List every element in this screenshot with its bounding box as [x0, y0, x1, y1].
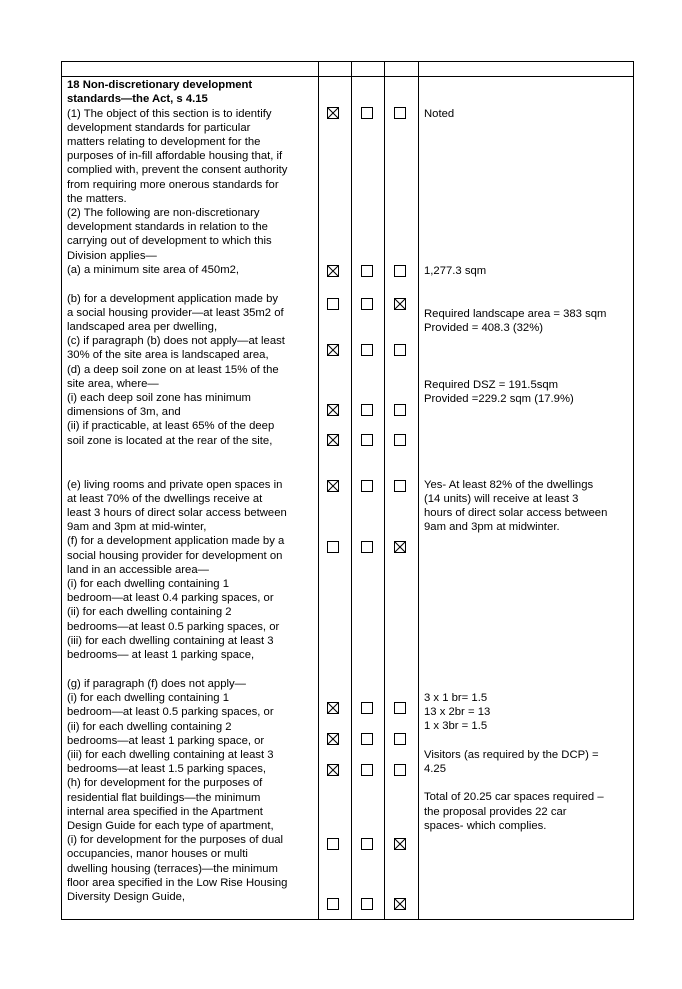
checkbox-na[interactable]	[394, 107, 406, 119]
clause-text-line: (ii) if practicable, at least 65% of the deep	[67, 420, 275, 433]
cross-mark-icon	[328, 481, 338, 491]
assessment-comment-line: 3 x 1 br= 1.5	[424, 692, 488, 704]
clause-text-line: (iii) for each dwelling containing at least 3	[67, 634, 274, 647]
assessment-comment-line: (14 units) will receive at least 3	[424, 492, 579, 505]
checkbox-no[interactable]	[361, 344, 373, 356]
checkbox-na[interactable]	[394, 265, 406, 277]
checkbox-na[interactable]	[394, 404, 406, 416]
checkbox-na[interactable]	[394, 344, 406, 356]
clause-text-line: dwelling housing (terraces)—the minimum	[67, 862, 278, 875]
assessment-comment-line: 1 x 3br = 1.5	[424, 720, 488, 733]
clause-text-line: Design Guide for each type of apartment,	[67, 820, 274, 832]
clause-text-line: development standards in relation to the	[67, 221, 268, 234]
checkbox-no[interactable]	[361, 702, 373, 714]
clause-text-line: (2) The following are non-discretionary	[67, 206, 260, 219]
clause-text-line: development standards for particular	[67, 121, 251, 134]
checkbox-yes[interactable]	[327, 344, 339, 356]
assessment-comment-line: Provided = 408.3 (32%)	[424, 321, 544, 334]
checkbox-no[interactable]	[361, 404, 373, 416]
checkbox-na[interactable]	[394, 838, 406, 850]
checkbox-yes[interactable]	[327, 838, 339, 850]
checkbox-yes[interactable]	[327, 702, 339, 714]
assessment-comment-line: 13 x 2br = 13	[424, 706, 491, 719]
clause-text-line: social housing provider for development on	[67, 549, 283, 562]
section-heading: standards—the Act, s 4.15	[67, 93, 208, 106]
assessment-comment-line: the proposal provides 22 car	[424, 805, 567, 818]
clause-text-line: complied with, prevent the consent authority	[67, 164, 288, 177]
checkbox-yes[interactable]	[327, 764, 339, 776]
cross-mark-icon	[328, 266, 338, 276]
clause-text-line: (i) each deep soil zone has minimum	[67, 391, 251, 404]
cross-mark-icon	[328, 435, 338, 445]
clause-text-line: bedrooms—at least 0.5 parking spaces, or	[67, 620, 280, 633]
cross-mark-icon	[328, 765, 338, 775]
clause-text-line: bedroom—at least 0.5 parking spaces, or	[67, 706, 274, 719]
checkbox-no[interactable]	[361, 733, 373, 745]
checkbox-na[interactable]	[394, 898, 406, 910]
clause-text-line: (i) for each dwelling containing 1	[67, 577, 230, 590]
clause-text-line: (ii) for each dwelling containing 2	[67, 606, 232, 619]
clause-text-line: from requiring more onerous standards for	[67, 178, 279, 191]
checkbox-na[interactable]	[394, 480, 406, 492]
checkbox-yes[interactable]	[327, 733, 339, 745]
checkbox-yes[interactable]	[327, 541, 339, 553]
assessment-comment-line: 4.25	[424, 763, 446, 775]
clause-text-line: (i) for each dwelling containing 1	[67, 692, 230, 705]
cross-mark-icon	[395, 899, 405, 909]
clause-text-line: (g) if paragraph (f) does not apply—	[67, 678, 246, 690]
clause-text-line: (b) for a development application made by	[67, 292, 278, 305]
checkbox-no[interactable]	[361, 434, 373, 446]
clause-text-line: (h) for development for the purposes of	[67, 777, 263, 790]
assessment-comment-line: spaces- which complies.	[424, 819, 547, 832]
clause-text-line: at least 70% of the dwellings receive at	[67, 492, 263, 505]
header-row-divider	[62, 76, 633, 77]
checkbox-yes[interactable]	[327, 404, 339, 416]
clause-text-line: land in an accessible area—	[67, 563, 209, 576]
checkbox-na[interactable]	[394, 702, 406, 714]
checkbox-no[interactable]	[361, 298, 373, 310]
assessment-comment-line: 9am and 3pm at midwinter.	[424, 521, 560, 534]
clause-text-line: residential flat buildings—the minimum	[67, 791, 261, 804]
clause-text-line: dimensions of 3m, and	[67, 406, 181, 419]
clause-text-line: soil zone is located at the rear of the site,	[67, 434, 273, 447]
clause-text-line: (f) for a development application made by a	[67, 535, 285, 548]
assessment-comment-line: Required landscape area = 383 sqm	[424, 307, 607, 320]
checkbox-yes[interactable]	[327, 107, 339, 119]
checkbox-na[interactable]	[394, 434, 406, 446]
clause-text-line: bedroom—at least 0.4 parking spaces, or	[67, 592, 274, 605]
clause-text-line: floor area specified in the Low Rise Housing	[67, 876, 288, 889]
checkbox-yes[interactable]	[327, 480, 339, 492]
column-divider	[384, 62, 385, 919]
cross-mark-icon	[395, 542, 405, 552]
clause-text-line: (d) a deep soil zone on at least 15% of the	[67, 363, 279, 376]
clause-text-line: 9am and 3pm at mid-winter,	[67, 521, 207, 534]
clause-text-line: (i) for development for the purposes of dual	[67, 834, 284, 847]
assessment-comment-line: Required DSZ = 191.5sqm	[424, 378, 559, 391]
cross-mark-icon	[328, 703, 338, 713]
cross-mark-icon	[328, 734, 338, 744]
checkbox-yes[interactable]	[327, 898, 339, 910]
cross-mark-icon	[395, 839, 405, 849]
assessment-comment-line: 1,277.3 sqm	[424, 264, 487, 277]
clause-text-line: Division applies—	[67, 249, 157, 262]
cross-mark-icon	[328, 405, 338, 415]
cross-mark-icon	[328, 108, 338, 118]
checkbox-no[interactable]	[361, 764, 373, 776]
assessment-comment-line: Noted	[424, 107, 455, 120]
clause-text-line: purposes of in-fill affordable housing that, if	[67, 150, 283, 163]
clause-text-line: landscaped area per dwelling,	[67, 320, 218, 333]
checkbox-no[interactable]	[361, 107, 373, 119]
checkbox-yes[interactable]	[327, 298, 339, 310]
assessment-comment-line: Visitors (as required by the DCP) =	[424, 748, 599, 761]
checkbox-no[interactable]	[361, 265, 373, 277]
assessment-comment-line: Provided =229.2 sqm (17.9%)	[424, 392, 574, 405]
column-divider	[318, 62, 319, 919]
clause-text-line: (c) if paragraph (b) does not apply—at least	[67, 335, 285, 348]
cross-mark-icon	[328, 345, 338, 355]
assessment-comment-line: hours of direct solar access between	[424, 506, 608, 519]
checkbox-no[interactable]	[361, 838, 373, 850]
clause-text-line: bedrooms—at least 1.5 parking spaces,	[67, 763, 267, 776]
assessment-comment-line: Total of 20.25 car spaces required –	[424, 791, 604, 804]
clause-text-line: matters relating to development for the	[67, 135, 261, 148]
clause-text-line: 30% of the site area is landscaped area,	[67, 349, 269, 362]
checkbox-no[interactable]	[361, 898, 373, 910]
clause-text-line: least 3 hours of direct solar access between	[67, 506, 287, 519]
checkbox-yes[interactable]	[327, 434, 339, 446]
clause-text-line: a social housing provider—at least 35m2 of	[67, 306, 284, 319]
clause-text-line: (ii) for each dwelling containing 2	[67, 720, 232, 733]
clause-text-line: (1) The object of this section is to identify	[67, 107, 272, 120]
checkbox-na[interactable]	[394, 764, 406, 776]
checkbox-yes[interactable]	[327, 265, 339, 277]
checkbox-na[interactable]	[394, 541, 406, 553]
checkbox-no[interactable]	[361, 541, 373, 553]
clause-text-line: (a) a minimum site area of 450m2,	[67, 263, 240, 276]
assessment-comment-line: Yes- At least 82% of the dwellings	[424, 478, 594, 491]
clause-text-line: the matters.	[67, 192, 127, 205]
column-divider	[351, 62, 352, 919]
clause-text-line: internal area specified in the Apartment	[67, 805, 263, 818]
checkbox-no[interactable]	[361, 480, 373, 492]
clause-text-line: bedrooms— at least 1 parking space,	[67, 648, 255, 661]
clause-text-line: site area, where—	[67, 377, 159, 390]
clause-text-line: bedrooms—at least 1 parking space, or	[67, 734, 265, 747]
section-heading: 18 Non-discretionary development	[67, 79, 253, 91]
clause-text-line: (e) living rooms and private open spaces in	[67, 478, 283, 491]
clause-text-line: Diversity Design Guide,	[67, 891, 186, 903]
clause-text-line: (iii) for each dwelling containing at least 3	[67, 749, 274, 761]
clause-text-line: occupancies, manor houses or multi	[67, 848, 248, 861]
column-divider	[418, 62, 419, 919]
cross-mark-icon	[395, 299, 405, 309]
checkbox-na[interactable]	[394, 298, 406, 310]
clause-text-line: carrying out of development to which this	[67, 235, 272, 248]
checkbox-na[interactable]	[394, 733, 406, 745]
